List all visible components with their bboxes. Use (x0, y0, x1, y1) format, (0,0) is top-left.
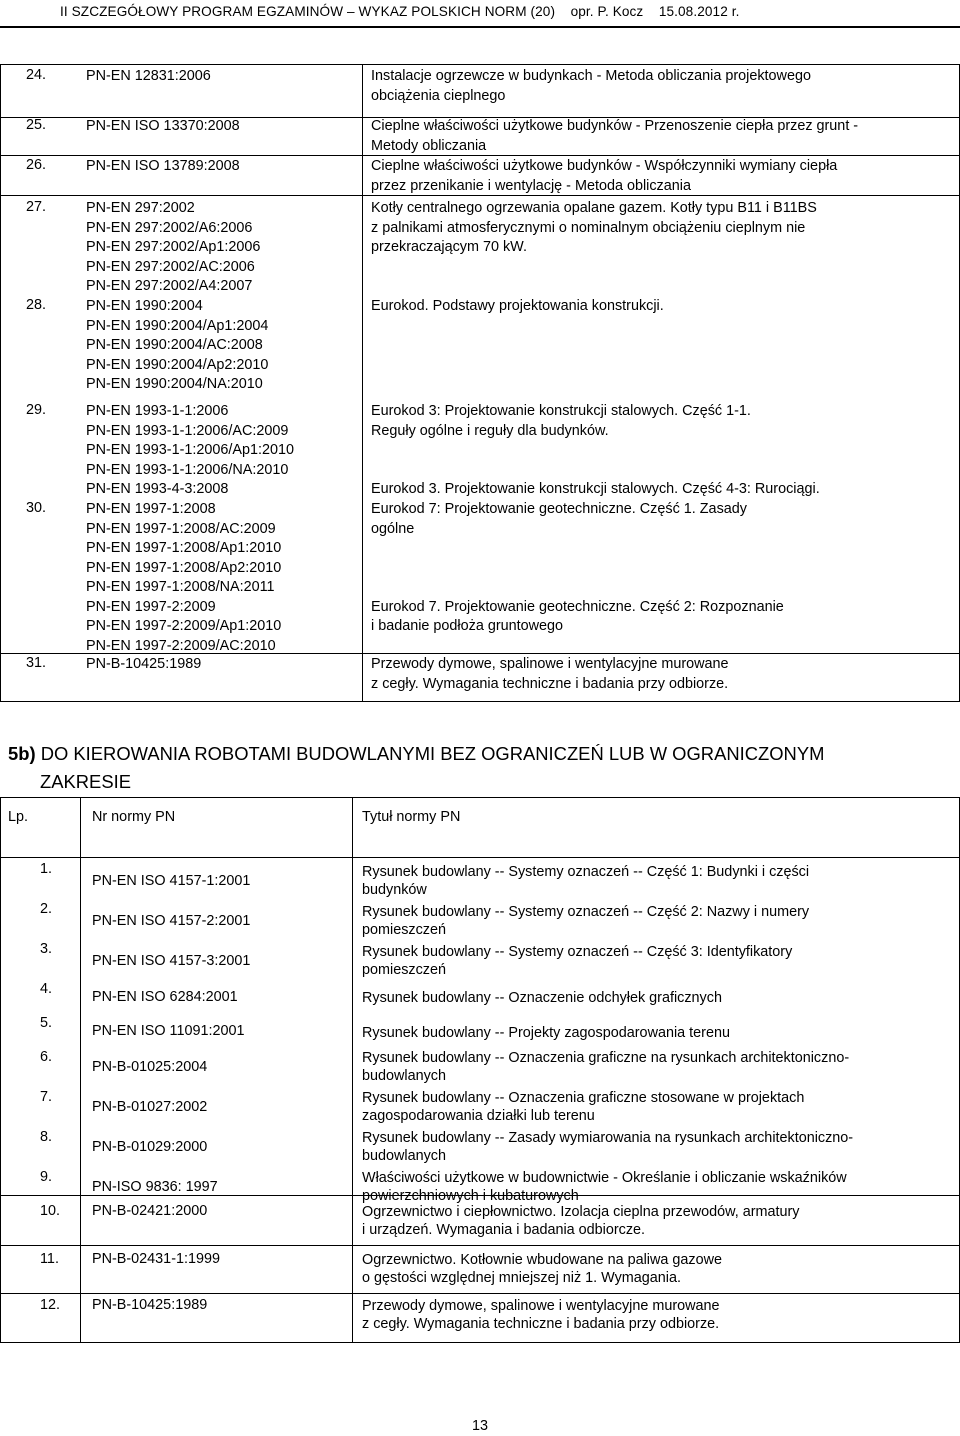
row-number: 7. (40, 1089, 53, 1105)
title-line: Rysunek budowlany -- Zasady wymiarowania na rysunkach architektoniczno- (362, 1130, 854, 1146)
row-number: 9. (40, 1169, 53, 1185)
norm-codes (86, 500, 356, 656)
row-number: 5. (40, 1015, 53, 1031)
title-line (371, 441, 956, 461)
title-line: powierzchniowych i kubaturowych (362, 1188, 579, 1204)
section-title-line: DO KIEROWANIA ROBOTAMI BUDOWLANYMI BEZ OGRANICZEŃ LUB W OGRANICZONYM (40, 743, 825, 764)
title-line: budynków (362, 882, 427, 898)
norm-title (362, 1297, 956, 1333)
norm-code: PN-EN 297:2002/A6:2006 (86, 219, 253, 236)
norm-title (362, 1129, 956, 1165)
norm-code: PN-EN 1990:2004/Ap1:2004 (86, 317, 269, 334)
title-line: Cieplne właściwości użytkowe budynków - Współczynniki wymiany ciepła (371, 158, 838, 174)
norm-title (371, 297, 956, 317)
row-divider (0, 1245, 960, 1246)
norms-table-continued (0, 64, 960, 702)
row-number: 11. (40, 1251, 59, 1267)
norm-code: PN-EN 1993-1-1:2006/AC:2009 (86, 422, 289, 439)
section-title-line: ZAKRESIE (40, 771, 131, 792)
norm-title (371, 117, 956, 156)
title-line: przekraczającym 70 kW. (371, 239, 527, 255)
title-line: Ogrzewnictwo. Kotłownie wbudowane na paliwa gazowe (362, 1252, 722, 1268)
title-line: pomieszczeń (362, 962, 446, 978)
title-line: Właściwości użytkowe w budownictwie - Określanie i obliczanie wskaźników (362, 1170, 847, 1186)
norm-codes (86, 199, 356, 297)
norm-code: PN-EN 1993-1-1:2006 (86, 403, 229, 419)
norm-title (371, 655, 956, 694)
norms-table-5b (0, 797, 960, 1343)
row-number: 25. (26, 117, 47, 133)
title-line: i urządzeń. Wymagania i badania odbiorcze. (362, 1222, 646, 1238)
norm-code: PN-EN ISO 13370:2008 (86, 118, 240, 134)
row-number: 27. (26, 199, 47, 215)
row-number: 29. (26, 402, 47, 418)
column-divider (352, 797, 353, 1343)
norm-code: PN-EN 297:2002/AC:2006 (86, 258, 255, 275)
norm-title (362, 863, 956, 899)
section-label: 5b) (8, 743, 36, 764)
column-header-title: Tytuł normy PN (362, 809, 461, 825)
title-line: przez przenikanie i wentylację - Metoda obliczania (371, 177, 691, 194)
norm-code: PN-B-01027:2002 (92, 1099, 208, 1115)
title-line: z cegły. Wymagania techniczne i badania przy odbiorze. (371, 675, 729, 692)
title-line: budowlanych (362, 1148, 447, 1164)
column-divider (362, 64, 363, 702)
norm-code: PN-EN ISO 13789:2008 (86, 158, 240, 174)
title-line (371, 559, 956, 579)
row-number: 12. (40, 1297, 61, 1313)
header-rule (0, 26, 960, 28)
row-number: 4. (40, 981, 53, 997)
norm-code: PN-EN 1997-1:2008 (86, 501, 216, 517)
norm-title (362, 943, 956, 979)
title-line: Eurokod 3. Projektowanie konstrukcji stalowych. Część 4-3: Rurociągi. (371, 481, 820, 497)
norm-code: PN-EN 1993-1-1:2006/NA:2010 (86, 461, 289, 478)
title-line: Eurokod 7: Projektowanie geotechniczne. Część 1. Zasady (371, 501, 747, 517)
title-line: Rysunek budowlany -- Systemy oznaczeń -- Część 1: Budynki i części (362, 864, 810, 880)
title-line: Metody obliczania (371, 137, 487, 154)
norm-title (362, 1169, 956, 1205)
norm-codes (86, 402, 356, 500)
row-number: 28. (26, 297, 47, 313)
row-number: 2. (40, 901, 53, 917)
norm-title (371, 500, 956, 637)
norm-title (371, 157, 956, 196)
column-divider (80, 797, 81, 1343)
norm-codes (86, 67, 356, 87)
column-header-lp: Lp. (8, 809, 29, 825)
norm-code: PN-B-10425:1989 (86, 656, 202, 672)
title-line: Rysunek budowlany -- Oznaczenie odchyłek graficznych (362, 990, 722, 1006)
norm-code: PN-EN 1993-4-3:2008 (86, 481, 229, 497)
section-heading (8, 740, 948, 796)
row-number: 10. (40, 1203, 61, 1219)
norm-code: PN-EN ISO 4157-2:2001 (92, 913, 251, 929)
norm-code: PN-EN ISO 6284:2001 (92, 989, 238, 1005)
norm-code: PN-EN 1990:2004 (86, 298, 203, 314)
norm-codes (86, 157, 356, 177)
title-line: budowlanych (362, 1068, 447, 1084)
norm-code: PN-EN 1997-2:2009 (86, 598, 216, 615)
norm-title (362, 1203, 956, 1239)
norm-code: PN-EN 1990:2004/AC:2008 (86, 337, 263, 353)
norm-code: PN-EN 1997-2:2009/Ap1:2010 (86, 618, 282, 634)
norm-code: PN-EN 297:2002/A4:2007 (86, 278, 253, 294)
norm-code: PN-EN 12831:2006 (86, 68, 211, 84)
title-line: o gęstości względnej mniejszej niż 1. Wymagania. (362, 1270, 682, 1286)
row-number: 24. (26, 67, 47, 83)
norm-code: PN-EN 1997-1:2008/Ap1:2010 (86, 540, 282, 556)
norm-code: PN-EN 1997-1:2008/Ap2:2010 (86, 559, 282, 576)
title-line: Rysunek budowlany -- Systemy oznaczeń -- Część 2: Nazwy i numery (362, 904, 810, 920)
norm-title (362, 1049, 956, 1085)
norm-code: PN-EN 1997-2:2009/AC:2010 (86, 637, 276, 654)
title-line: pomieszczeń (362, 922, 446, 938)
norm-code: PN-EN ISO 4157-3:2001 (92, 953, 251, 969)
row-number: 1. (40, 861, 53, 877)
norm-code: PN-EN 297:2002 (86, 200, 195, 216)
column-header-code: Nr normy PN (92, 809, 176, 825)
norm-code: PN-B-10425:1989 (92, 1297, 208, 1313)
norm-title (362, 1024, 956, 1042)
norm-title (371, 402, 956, 500)
title-line: Eurokod. Podstawy projektowania konstrukcji. (371, 298, 664, 314)
norm-code: PN-EN 1993-1-1:2006/Ap1:2010 (86, 442, 295, 458)
row-divider (0, 857, 960, 858)
title-line: Rysunek budowlany -- Oznaczenia graficzne stosowane w projektach (362, 1090, 805, 1106)
norm-code: PN-B-02431-1:1999 (92, 1251, 220, 1267)
row-number: 31. (26, 655, 47, 671)
norm-code: PN-EN 1990:2004/NA:2010 (86, 376, 263, 392)
row-number: 6. (40, 1049, 53, 1065)
row-number: 26. (26, 157, 47, 173)
running-header: II SZCZEGÓŁOWY PROGRAM EGZAMINÓW – WYKAZ POLSKICH NORM (20) opr. P. Kocz 15.08.2012 r. (60, 4, 740, 19)
title-line: Reguły ogólne i reguły dla budynków. (371, 422, 609, 439)
norm-title (362, 1089, 956, 1125)
title-line: i badanie podłoża gruntowego (371, 618, 564, 634)
title-line: ogólne (371, 520, 415, 537)
title-line (371, 578, 956, 598)
row-number: 8. (40, 1129, 53, 1145)
norm-code: PN-ISO 9836: 1997 (92, 1179, 218, 1195)
title-line: Ogrzewnictwo i ciepłownictwo. Izolacja cieplna przewodów, armatury (362, 1204, 800, 1220)
norm-title (362, 989, 956, 1007)
title-line: Cieplne właściwości użytkowe budynków - Przenoszenie ciepła przez grunt - (371, 118, 859, 134)
page-number: 13 (471, 1418, 488, 1434)
title-line: z palnikami atmosferycznymi o nominalnym obciążeniu cieplnym nie (371, 219, 806, 236)
norm-code: PN-B-02421:2000 (92, 1203, 208, 1219)
norm-code: PN-EN ISO 4157-1:2001 (92, 873, 251, 889)
title-line: Przewody dymowe, spalinowe i wentylacyjne murowane (362, 1298, 720, 1314)
norm-code: PN-EN 1997-1:2008/AC:2009 (86, 520, 276, 537)
norm-codes (86, 297, 356, 395)
row-number: 30. (26, 500, 47, 516)
title-line: Eurokod 7. Projektowanie geotechniczne. Część 2: Rozpoznanie (371, 598, 784, 615)
norm-code: PN-B-01029:2000 (92, 1139, 208, 1155)
norm-code: PN-B-01025:2004 (92, 1059, 208, 1075)
row-number: 3. (40, 941, 53, 957)
norm-code: PN-EN ISO 11091:2001 (92, 1023, 245, 1039)
norm-codes (86, 117, 356, 137)
title-line: obciążenia cieplnego (371, 87, 506, 104)
norm-title (371, 199, 956, 258)
title-line (371, 461, 956, 481)
title-line: Instalacje ogrzewcze w budynkach - Metoda obliczania projektowego (371, 68, 811, 84)
norm-code: PN-EN 1990:2004/Ap2:2010 (86, 356, 269, 373)
title-line: Przewody dymowe, spalinowe i wentylacyjne murowane (371, 656, 729, 672)
title-line: Rysunek budowlany -- Oznaczenia graficzne na rysunkach architektoniczno- (362, 1050, 850, 1066)
norm-title (371, 67, 956, 106)
title-line (371, 539, 956, 559)
title-line: Eurokod 3: Projektowanie konstrukcji stalowych. Część 1-1. (371, 403, 751, 419)
title-line: Kotły centralnego ogrzewania opalane gazem. Kotły typu B11 i B11BS (371, 200, 817, 216)
norm-code: PN-EN 297:2002/Ap1:2006 (86, 239, 261, 255)
norm-code: PN-EN 1997-1:2008/NA:2011 (86, 579, 275, 595)
row-divider (0, 1293, 960, 1294)
title-line: Rysunek budowlany -- Projekty zagospodarowania terenu (362, 1025, 730, 1041)
norm-title (362, 1251, 956, 1287)
norm-title (362, 903, 956, 939)
title-line: Rysunek budowlany -- Systemy oznaczeń -- Część 3: Identyfikatory (362, 944, 793, 960)
norm-codes (86, 655, 356, 675)
title-line: zagospodarowania działki lub terenu (362, 1108, 595, 1124)
title-line: z cegły. Wymagania techniczne i badania przy odbiorze. (362, 1316, 720, 1332)
